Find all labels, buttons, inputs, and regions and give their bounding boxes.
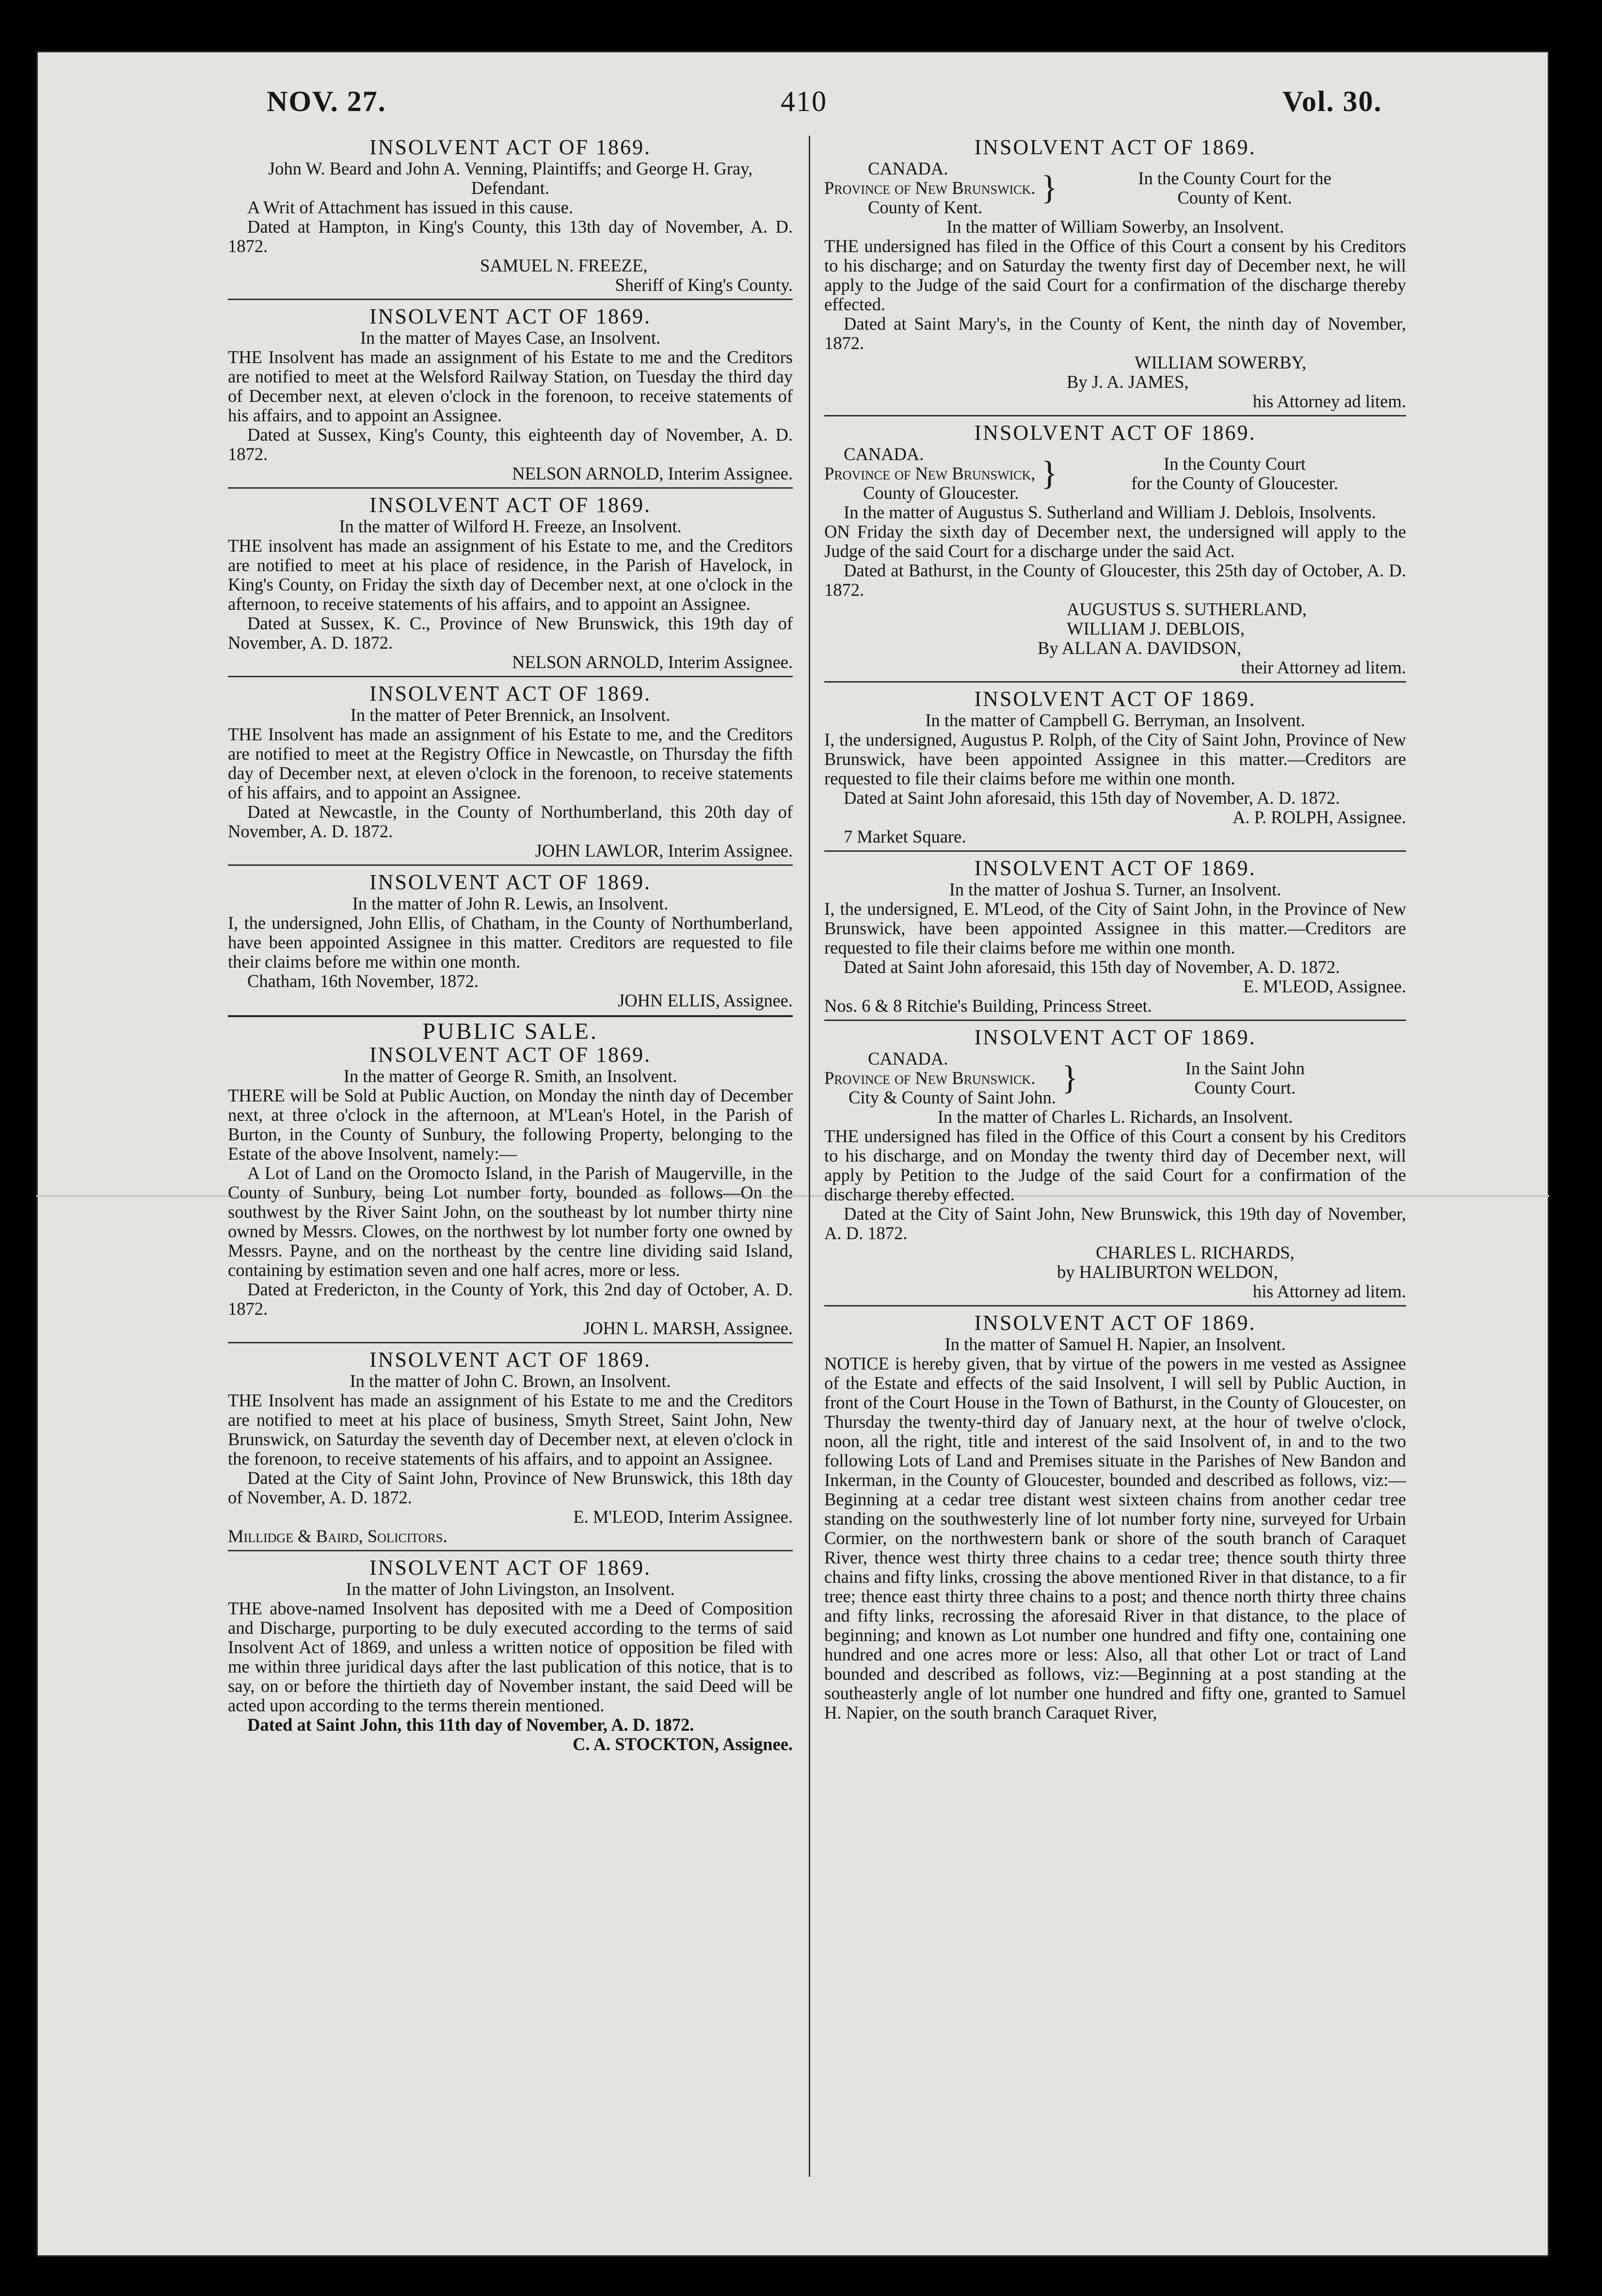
brace-glyph: } <box>1041 455 1057 492</box>
notice-matter: In the matter of William Sowerby, an Insolvent. <box>946 217 1284 237</box>
caption-province: Province of New Brunswick. <box>824 1068 1036 1088</box>
notice-matter: In the matter of Peter Brennick, an Insolvent. <box>350 705 671 725</box>
notice-matter: In the matter of Mayes Case, an Insolvent. <box>360 328 661 348</box>
notice-divider <box>228 1342 793 1343</box>
notice-title: INSOLVENT ACT OF 1869. <box>974 856 1256 880</box>
notice-dated: Dated at Newcastle, in the County of Northumberland, this 20th day of November, A. D. 1872. <box>228 802 793 841</box>
notice-matter: In the matter of John C. Brown, an Insolvent. <box>350 1371 671 1391</box>
notice-dated: Dated at Bathurst, in the County of Gloucester, this 25th day of October, A. D. 1872. <box>824 560 1406 600</box>
caption-court: In the Saint John <box>1185 1058 1305 1078</box>
section-divider <box>228 1015 793 1017</box>
notice-matter: In the matter of Campbell G. Berryman, an Insolvent. <box>925 710 1305 730</box>
notice-samuel-napier <box>824 1311 1406 1722</box>
newspaper-page <box>36 51 1549 2257</box>
notice-matter: In the matter of Joshua S. Turner, an Insolvent. <box>949 879 1282 899</box>
notice-signature: C. A. STOCKTON, Assignee. <box>573 1734 793 1754</box>
notice-address: Nos. 6 & 8 Ritchie's Building, Princess Street. <box>824 996 1152 1016</box>
notice-body: THE Insolvent has made an assignment of his Estate to me and the Creditors are notified to meet at his place of business, Smyth Street, Saint John, New Brunswick, on Saturday the seventh day of December next, at eleven o'clock in the forenoon, to receive statements of his affairs, and to appoint an Assignee. <box>228 1390 793 1468</box>
notice-john-livingston <box>228 1556 793 1754</box>
notice-sutherland-deblois <box>824 421 1406 677</box>
notice-signature: NELSON ARNOLD, Interim Assignee. <box>512 463 793 483</box>
notice-title: INSOLVENT ACT OF 1869. <box>974 687 1256 711</box>
left-column <box>228 136 793 2172</box>
notice-divider <box>824 415 1406 416</box>
notice-title: INSOLVENT ACT OF 1869. <box>369 682 652 705</box>
notice-signature-2: WILLIAM J. DEBLOIS, <box>1067 619 1245 638</box>
caption-county: County of Kent. <box>868 197 983 217</box>
header-date: NOV. 27. <box>267 85 386 117</box>
notice-body: THE insolvent has made an assignment of his Estate to me, and the Creditors are notified to meet at his place of residence, in the Parish of Havelock, in King's County, on Friday the sixth day of December next, at one o'clock in the afternoon, to receive statements of his affairs, and to appoint an Assignee. <box>228 536 793 614</box>
caption-country: CANADA. <box>868 159 948 178</box>
notice-divider <box>228 676 793 677</box>
notice-body: NOTICE is hereby given, that by virtue of the powers in me vested as Assignee of the Estate and effects of the said Insolvent, I will sell by Public Auction, in front of the Court House in the Town of Bathurst, in the County of Gloucester, on Thursday the twenty-third day of January next, at the hour of twelve o'clock, noon, all the right, title and interest of the said Insolvent of, in and to the two following Lots of Land and Premises situate in the Parishes of New Bandon and Inkerman, in the County of Gloucester, bounded and described as follows, viz:—Beginning at a cedar tree distant west sixteen chains from another cedar tree standing on the southwesterly line of lot number forty nine, surveyed for Urbain Cormier, on the northwestern bank or shore of the south branch of Caraquet River, thence west thirty three chains to a cedar tree; thence south thirty three chains and fifty links, crossing the above mentioned River in that distance, to a fir tree; thence east thirty three chains to a post; and thence north thirty three chains and fifty links, recrossing the aforesaid River in that distance, to the place of beginning; and known as Lot number one hundred and fifty one, containing one hundred and one acres more or less: Also, all that other Lot or tract of Land bounded and described as follows, viz:—Beginning at a post standing at the southeasterly angle of lot number one hundred and fifty one, granted to Samuel H. Napier, on the south branch Caraquet River, <box>824 1354 1406 1722</box>
notice-matter: In the matter of John R. Lewis, an Insolvent. <box>352 893 669 913</box>
notice-body: ON Friday the sixth day of December next, the undersigned will apply to the Judge of the said Court for a discharge under the said Act. <box>824 522 1406 561</box>
caption-county: City & County of Saint John. <box>849 1087 1056 1107</box>
notice-title: INSOLVENT ACT OF 1869. <box>369 304 652 328</box>
notice-divider <box>228 487 793 489</box>
notice-body: THE Insolvent has made an assignment of his Estate to me and the Creditors are notified to meet at the Welsford Railway Station, on Tuesday the third day of December next, at eleven o'clock in the forenoon, to receive statements of his affairs, and to appoint an Assignee. <box>228 347 793 425</box>
notice-title: INSOLVENT ACT OF 1869. <box>974 1311 1256 1335</box>
notice-signature: A. P. ROLPH, Assignee. <box>1233 807 1406 827</box>
brace-glyph: } <box>1041 169 1057 207</box>
notice-matter: In the matter of Augustus S. Sutherland and William J. Deblois, Insolvents. <box>844 502 1376 522</box>
notice-solicitors: Millidge & Baird, Solicitors. <box>228 1526 448 1546</box>
notice-parties: John W. Beard and John A. Venning, Plaintiffs; and George H. Gray, Defendant. <box>268 159 753 198</box>
notice-signature: JOHN L. MARSH, Assignee. <box>583 1318 793 1338</box>
notice-dated: Dated at Saint John aforesaid, this 15th day of November, A. D. 1872. <box>844 957 1340 977</box>
notice-george-smith-sale <box>228 1019 793 1338</box>
notice-body-lot: A Lot of Land on the Oromocto Island, in the Parish of Maugerville, in the County of Sunbury, being Lot number forty, bounded as follows—On the southwest by the River Saint John, on the southeast by lot number thirty nine owned by Messrs. Clowes, on the northwest by lot number forty one owned by Messrs. Payne, and on the northeast by the centre line dividing said Island, containing by estimation seven and one half acres, more or less. <box>228 1163 793 1280</box>
notice-body: THE undersigned has filed in the Office of this Court a consent by his Creditors to his discharge; and on Saturday the twenty first day of December next, he will apply to the Judge of the said Court for a confirmation of the discharge thereby effected. <box>824 236 1406 314</box>
notice-dated: Dated at Sussex, K. C., Province of New Brunswick, this 19th day of November, A. D. 1872. <box>228 613 793 653</box>
section-heading-public-sale: PUBLIC SALE. <box>422 1019 598 1044</box>
notice-peter-brennick <box>228 682 793 861</box>
notice-divider <box>228 299 793 300</box>
caption-province: Province of New Brunswick. <box>824 178 1036 198</box>
notice-signature: JOHN LAWLOR, Interim Assignee. <box>535 841 793 861</box>
notice-title: INSOLVENT ACT OF 1869. <box>369 1556 652 1579</box>
notice-divider <box>824 681 1406 683</box>
notice-title: INSOLVENT ACT OF 1869. <box>369 493 652 517</box>
notice-john-brown <box>228 1348 793 1546</box>
header-page-number: 410 <box>781 85 827 117</box>
notice-body: I, the undersigned, Augustus P. Rolph, of the City of Saint John, Province of New Brunswick, have been appointed Assignee in this matter.—Creditors are requested to file their claims before me within one month. <box>824 730 1406 788</box>
notice-matter: In the matter of John Livingston, an Insolvent. <box>346 1579 675 1599</box>
notice-divider <box>228 864 793 866</box>
brace-glyph: } <box>1061 1059 1078 1097</box>
notice-dated: Dated at Sussex, King's County, this eighteenth day of November, A. D. 1872. <box>228 425 793 464</box>
caption-court-county: County Court. <box>1194 1078 1296 1098</box>
notice-body: THE undersigned has filed in the Office of this Court a consent by his Creditors to his discharge, and on Monday the twenty third day of December next, will apply by Petition to the Judge of the said Court for a confirmation of the discharge thereby effected. <box>824 1126 1406 1204</box>
notice-dated: Dated at the City of Saint John, New Brunswick, this 19th day of November, A. D. 1872. <box>824 1204 1406 1243</box>
notice-signature: AUGUSTUS S. SUTHERLAND, <box>1067 599 1307 619</box>
notice-charles-richards <box>824 1026 1406 1301</box>
notice-signature: WILLIAM SOWERBY, <box>1135 352 1307 372</box>
court-caption <box>824 159 1406 217</box>
notice-title: INSOLVENT ACT OF 1869. <box>369 1348 652 1371</box>
notice-signature-title: his Attorney ad litem. <box>1252 391 1406 411</box>
caption-court: In the County Court <box>1164 454 1306 474</box>
notice-beard-venning <box>228 136 793 295</box>
notice-signature: E. M'LEOD, Interim Assignee. <box>573 1507 793 1527</box>
notice-divider <box>824 850 1406 852</box>
caption-country: CANADA. <box>868 1049 948 1068</box>
notice-william-sowerby <box>824 136 1406 411</box>
notice-title: INSOLVENT ACT OF 1869. <box>369 1043 652 1067</box>
notice-dated: Dated at the City of Saint John, Province of New Brunswick, this 18th day of November, A. D. 1872. <box>228 1468 793 1507</box>
notice-john-lewis <box>228 871 793 1010</box>
court-caption <box>824 445 1406 503</box>
notice-matter: In the matter of Charles L. Richards, an Insolvent. <box>937 1107 1293 1127</box>
notice-signature: SAMUEL N. FREEZE, <box>480 255 648 275</box>
caption-court-county: for the County of Gloucester. <box>1131 473 1338 493</box>
notice-title: INSOLVENT ACT OF 1869. <box>369 870 652 894</box>
caption-county: County of Gloucester. <box>863 483 1019 503</box>
notice-signature: CHARLES L. RICHARDS, <box>1096 1243 1295 1262</box>
notice-mayes-case <box>228 305 793 483</box>
caption-province: Province of New Brunswick, <box>824 463 1036 483</box>
notice-signature-title: his Attorney ad litem. <box>1252 1281 1406 1301</box>
notice-signature-attorney: By ALLAN A. DAVIDSON, <box>1038 638 1242 658</box>
notice-title: INSOLVENT ACT OF 1869. <box>974 421 1256 445</box>
notice-title: INSOLVENT ACT OF 1869. <box>974 136 1256 159</box>
caption-court: In the County Court for the <box>1138 168 1331 188</box>
right-column <box>824 136 1406 2186</box>
notice-body: THE above-named Insolvent has deposited with me a Deed of Composition and Discharge, purporting to be duly executed according to the terms of said Insolvent Act of 1869, and unless a written notice of opposition be filed with me within three juridical days after the last publication of this notice, that is to say, on or before the thirtieth day of November instant, the said Deed will be acted upon according to the terms therein mentioned. <box>228 1598 793 1715</box>
notice-wilford-freeze <box>228 494 793 672</box>
notice-signature: E. M'LEOD, Assignee. <box>1243 976 1406 996</box>
notice-joshua-turner <box>824 857 1406 1016</box>
court-caption <box>824 1049 1406 1107</box>
notice-divider <box>824 1020 1406 1021</box>
notice-dated: Dated at Fredericton, in the County of York, this 2nd day of October, A. D. 1872. <box>228 1279 793 1319</box>
notice-address: 7 Market Square. <box>844 827 966 846</box>
header-volume: Vol. 30. <box>1282 85 1382 117</box>
notice-matter: In the matter of Wilford H. Freeze, an Insolvent. <box>339 516 682 536</box>
notice-signature: JOHN ELLIS, Assignee. <box>618 990 793 1010</box>
notice-divider <box>228 1550 793 1551</box>
notice-title: INSOLVENT ACT OF 1869. <box>974 1025 1256 1049</box>
notice-signature-attorney: By J. A. JAMES, <box>1067 372 1189 392</box>
notice-body: A Writ of Attachment has issued in this cause. <box>247 197 573 217</box>
notice-divider <box>824 1305 1406 1307</box>
notice-dated: Chatham, 16th November, 1872. <box>247 971 479 991</box>
notice-dated: Dated at Hampton, in King's County, this 13th day of November, A. D. 1872. <box>228 217 793 256</box>
notice-matter: In the matter of Samuel H. Napier, an Insolvent. <box>945 1334 1286 1354</box>
notice-dated: Dated at Saint John aforesaid, this 15th day of November, A. D. 1872. <box>844 788 1340 808</box>
notice-signature-title: Sheriff of King's County. <box>615 275 793 295</box>
notice-body: I, the undersigned, E. M'Leod, of the City of Saint John, in the Province of New Brunswick, have been appointed Assignee in this matter.—Creditors are requested to file their claims before me within one month. <box>824 899 1406 957</box>
caption-country: CANADA. <box>844 444 924 464</box>
notice-dated: Dated at Saint John, this 11th day of November, A. D. 1872. <box>247 1715 694 1735</box>
notice-dated: Dated at Saint Mary's, in the County of Kent, the ninth day of November, 1872. <box>824 314 1406 353</box>
notice-campbell-berryman <box>824 687 1406 846</box>
notice-signature-attorney: by HALIBURTON WELDON, <box>1057 1262 1278 1282</box>
caption-court-county: County of Kent. <box>1177 188 1292 207</box>
notice-matter: In the matter of George R. Smith, an Insolvent. <box>343 1066 677 1086</box>
notice-signature: NELSON ARNOLD, Interim Assignee. <box>512 652 793 672</box>
notice-body: I, the undersigned, John Ellis, of Chatham, in the County of Northumberland, have been appointed Assignee in this matter. Creditors are requested to file their claims before me within one month. <box>228 913 793 972</box>
notice-body: THERE will be Sold at Public Auction, on Monday the ninth day of December next, at three o'clock in the afternoon, at M'Lean's Hotel, in the Parish of Burton, in the County of Sunbury, the following Property, belonging to the Estate of the above Insolvent, namely:— <box>228 1085 793 1164</box>
notice-title: INSOLVENT ACT OF 1869. <box>369 136 652 159</box>
column-divider <box>809 136 810 2177</box>
notice-body: THE Insolvent has made an assignment of his Estate to me, and the Creditors are notified to meet at the Registry Office in Newcastle, on Thursday the fifth day of December next, at eleven o'clock in the forenoon, to receive statements of his affairs, and to appoint an Assignee. <box>228 724 793 802</box>
notice-signature-title: their Attorney ad litem. <box>1241 657 1406 677</box>
